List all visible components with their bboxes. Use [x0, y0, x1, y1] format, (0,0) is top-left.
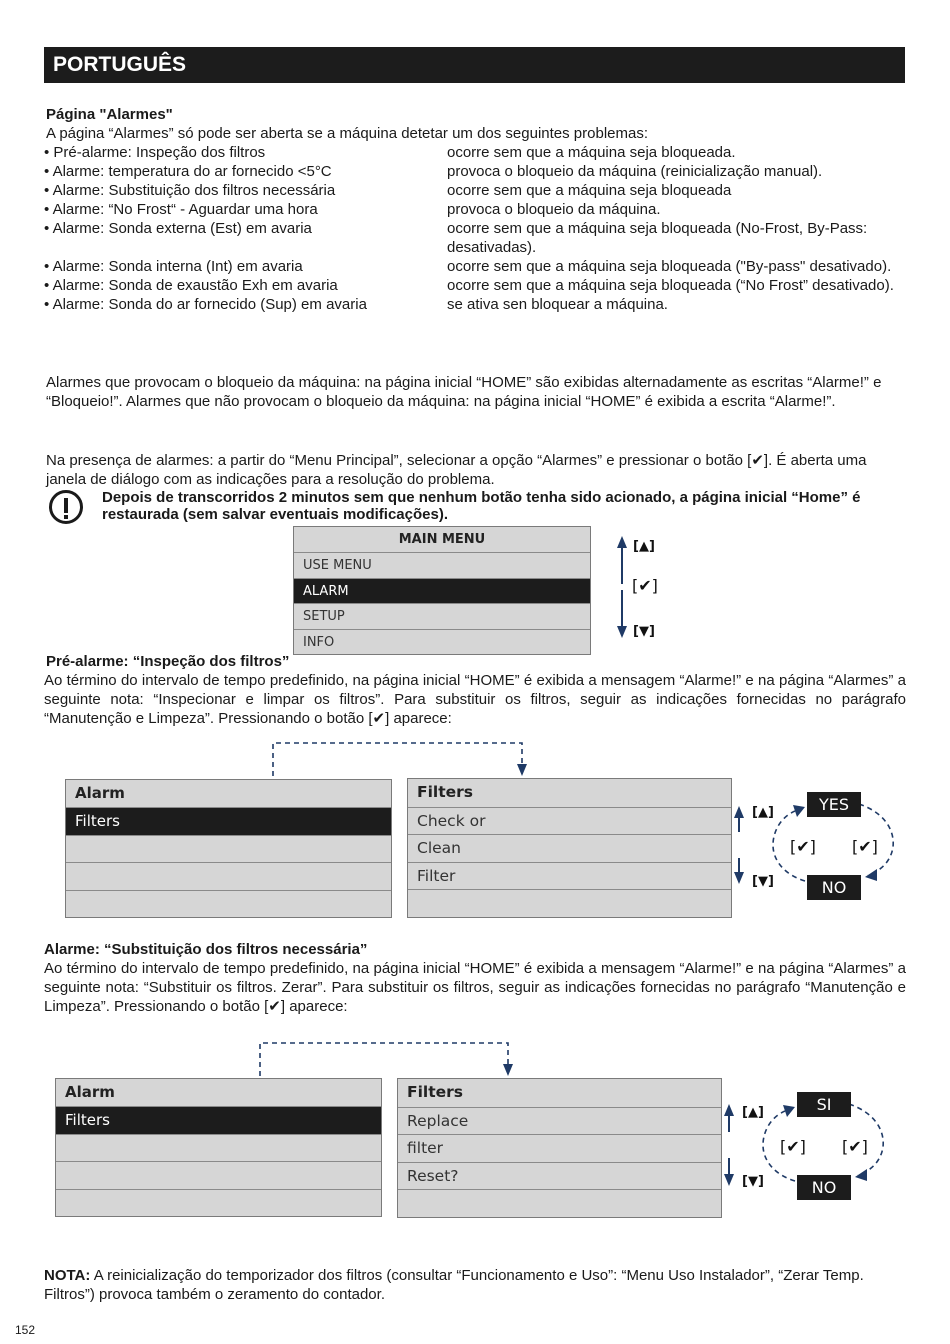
alarm-item: • Alarme: temperatura do ar fornecido <5°C provoca o bloqueio da máquina (reinicialização manual). — [44, 163, 823, 180]
dialog-no-button[interactable]: NO — [807, 875, 861, 900]
menu-item-info[interactable]: INFO — [294, 629, 590, 654]
key-down-label: [▼] — [742, 1174, 764, 1189]
main-menu-screen — [293, 526, 591, 655]
filters-screen-row: filter — [398, 1134, 721, 1162]
dialog-ok-key-left: [✔] — [780, 1137, 806, 1156]
alarm-item: • Alarme: Substituição dos filtros necessária ocorre sem que a máquina seja bloqueada — [44, 182, 732, 199]
filters-screen-title: Filters — [407, 1083, 464, 1101]
alarm-screen-item-filters[interactable]: Filters — [66, 807, 391, 834]
alarm-item: • Alarme: Sonda interna (Int) em avaria ocorre sem que a máquina seja bloqueada ("By-pass" desativado). — [44, 258, 892, 275]
note-text: A reinicialização do temporizador dos filtros (consultar “Funcionamento e Uso”: “Menu Uso Instalador”, “Zerar Temp. Filtros”) provoca também o zeramento do contador. — [44, 1267, 864, 1303]
menu-item-setup[interactable]: SETUP — [294, 603, 590, 628]
warning-icon — [49, 490, 83, 524]
scroll-arrows-icon — [612, 532, 632, 640]
filters-screen-row: Filter — [408, 862, 731, 890]
alarm-item: • Alarme: Sonda de exaustão Exh em avaria ocorre sem que a máquina seja bloqueada (“No Frost” desativado). — [44, 277, 894, 294]
prealarm-text: Ao término do intervalo de tempo predefinido, na página inicial “HOME” é exibida a mensagem “Alarme!” e na página “Alarmes” a seguinte nota: “Inspecionar e limpar os filtros”. Para substituir os filtros, seguir as indicações fornecidas no parágrafo “Manutenção e Limpeza”. Pressionando o botão [✔] aparece: — [44, 672, 906, 727]
alarm-screen-row — [56, 1161, 381, 1188]
alarm-screen — [65, 779, 392, 918]
filters-screen — [397, 1078, 722, 1218]
blocking-alarms-text: Alarmes que provocam o bloqueio da máquina: na página inicial “HOME” são exibidas alternadamente as escritas “Alarme!” e “Bloqueio!”. Alarmes que não provocam o bloqueio da máquina: na página inicial “HOME” é exibida a escrita “Alarme!”. — [46, 374, 882, 410]
flow-connector-icon — [262, 736, 534, 780]
alarm-screen-row — [66, 862, 391, 889]
scroll-arrows-icon — [719, 1102, 739, 1188]
replace-filters-text: Ao término do intervalo de tempo predefinido, na página inicial “HOME” é exibida a mensagem “Alarme!” e na página “Alarmes” a seguinte nota: “Substituir os filtros. Zerar”. Para substituir os filtros, seguir as indicações fornecidas no parágrafo “Manutenção e Limpeza”. Pressionando o botão [✔] aparece: — [44, 960, 906, 1015]
filters-screen-row: Clean — [408, 834, 731, 862]
language-header: PORTUGUÊS — [44, 47, 905, 83]
filters-screen — [407, 778, 732, 918]
alarm-presence-text: Na presença de alarmes: a partir do “Menu Principal”, selecionar a opção “Alarmes” e pressionar o botão [✔]. É aberta uma janela de diálogo com as indicações para a resolução do problema. — [46, 452, 867, 488]
alarm-screen-item-filters[interactable]: Filters — [56, 1106, 381, 1133]
alarm-screen-row — [56, 1189, 381, 1216]
dialog-ok-key-right: [✔] — [842, 1137, 868, 1156]
key-up-label: [▲] — [633, 539, 655, 554]
menu-item-use-menu[interactable]: USE MENU — [294, 552, 590, 577]
note-label: NOTA: — [44, 1267, 91, 1284]
filters-screen-row: Reset? — [398, 1162, 721, 1190]
alarm-screen-row — [66, 835, 391, 862]
alarm-list — [44, 143, 906, 314]
key-up-label: [▲] — [752, 805, 774, 820]
filters-screen-row: Replace — [398, 1107, 721, 1135]
key-down-label: [▼] — [633, 624, 655, 639]
key-ok-label: [✔] — [632, 576, 658, 595]
note-paragraph — [44, 1266, 906, 1304]
page-number: 152 — [15, 1323, 36, 1337]
filters-screen-row — [398, 1189, 721, 1217]
alarm-screen-title: Alarm — [65, 1083, 115, 1101]
replace-filters-title: Alarme: “Substituição dos filtros necessária” — [44, 941, 368, 958]
timeout-warning: Depois de transcorridos 2 minutos sem que nenhum botão tenha sido acionado, a página inicial “Home” é restaurada (sem salvar eventuais modificações). — [102, 489, 861, 523]
alarms-intro: A página “Alarmes” só pode ser aberta se a máquina detetar um dos seguintes problemas: — [46, 125, 649, 142]
menu-item-alarm[interactable]: ALARM — [294, 578, 590, 603]
dialog-ok-key-right: [✔] — [852, 837, 878, 856]
alarm-screen — [55, 1078, 382, 1217]
key-down-label: [▼] — [752, 874, 774, 889]
main-menu-title: MAIN MENU — [398, 532, 486, 547]
alarm-item: • Pré-alarme: Inspeção dos filtros ocorre sem que a máquina seja bloqueada. — [44, 144, 736, 161]
flow-connector-icon — [250, 1036, 522, 1080]
alarm-item: • Alarme: “No Frost“ - Aguardar uma hora provoca o bloqueio da máquina. — [44, 201, 661, 218]
filters-screen-row — [408, 889, 731, 917]
dialog-yes-button[interactable]: SI — [797, 1092, 851, 1117]
alarm-screen-row — [56, 1134, 381, 1161]
alarm-item: • Alarme: Sonda externa (Est) em avaria ocorre sem que a máquina seja bloqueada (No-Frost, By-Pass: desativadas). — [44, 220, 868, 256]
prealarm-title: Pré-alarme: “Inspeção dos filtros” — [46, 653, 290, 670]
key-up-label: [▲] — [742, 1105, 764, 1120]
alarm-screen-title: Alarm — [75, 784, 125, 802]
dialog-no-button[interactable]: NO — [797, 1175, 851, 1200]
filters-screen-title: Filters — [417, 783, 474, 801]
alarms-page-title: Página "Alarmes" — [46, 106, 173, 123]
dialog-ok-key-left: [✔] — [790, 837, 816, 856]
alarm-item: • Alarme: Sonda do ar fornecido (Sup) em avaria se ativa sen bloquear a máquina. — [44, 296, 668, 313]
scroll-arrows-icon — [729, 804, 749, 886]
alarm-screen-row — [66, 890, 391, 917]
dialog-yes-button[interactable]: YES — [807, 792, 861, 817]
filters-screen-row: Check or — [408, 807, 731, 835]
